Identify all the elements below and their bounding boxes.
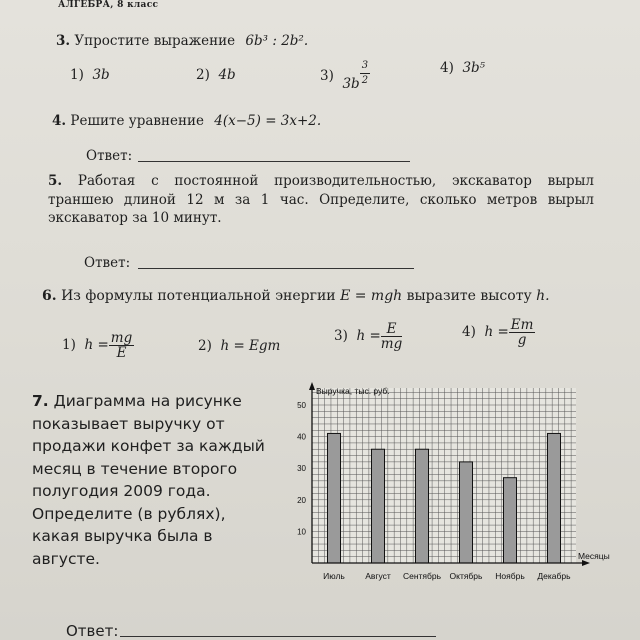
q6-formula: E = mgh [340,288,403,304]
q4-expr: 4(x−5) = 3x+2. [214,113,322,129]
q4-text: Решите уравнение [70,113,204,129]
chart-x-tick-label: Октябрь [449,571,483,581]
q3-option-3: 3) 3b $\frac{3}{2}$ [320,60,369,92]
q6-text2: выразите высоту [406,288,532,304]
q3-option-2: 2) 4b [196,67,236,83]
chart-plot-area [312,388,576,563]
chart-bar [504,478,517,563]
chart-y-axis-label: Выручка, тыс. руб. [316,386,390,396]
q6-var: h. [536,288,550,304]
chart-bar [548,433,561,563]
chart-y-tick-label: 30 [297,464,306,474]
q3-expr: 6b³ : 2b². [245,33,309,49]
chart-x-tick-label: Август [365,571,391,581]
q6-number: 6. [42,288,57,304]
q7-text: Диаграмма на рисунке показывает выручку от продажи конфет за каждый месяц в течение второго полугодия 2009 года. Определите (в рублях), какая выручка была в августе. [32,392,265,568]
q7-answer-field[interactable] [120,636,436,637]
page-header: АЛГЕБРА, 8 класс [58,0,159,10]
chart-y-tick-label: 10 [297,527,306,537]
chart-bar [372,449,385,563]
q7-number: 7. [32,392,49,410]
q5-answer-label: Ответ: [84,255,131,271]
q4-answer-label: Ответ: [86,148,133,164]
chart-y-tick-label: 40 [297,432,306,442]
q7-answer-label: Ответ: [66,622,119,640]
chart-bar [460,462,473,563]
q6-option-2: 2) h = Egm [198,338,281,354]
chart-x-tick-label: Декабрь [537,571,571,581]
q3-text: Упростите выражение [74,33,236,49]
q6-option-1: 1) h = $\frac{mg}{E}$ [62,330,133,361]
q6-option-3: 3) h = $\frac{E}{mg}$ [334,321,403,352]
q6-option-4: 4) h = $\frac{Em}{g}$ [462,317,534,348]
chart-y-axis-arrow [309,382,315,390]
q3-option-4: 4) 3b⁵ [440,60,486,76]
chart-x-tick-label: Ноябрь [495,571,525,581]
chart-y-tick-label: 20 [297,495,306,505]
chart-bar [328,433,341,563]
q5-text: Работая с постоянной производительностью, экскаватор вырыл траншею длиной 12 м за 1 час. Определите, сколько метров вырыл экскаватор за 10 минут. [48,173,594,226]
q5-number: 5. [48,173,63,189]
chart-x-axis-label: Месяцы [578,551,610,561]
chart-x-tick-label: Сентябрь [402,571,442,581]
chart-bar [416,449,429,563]
q6-text: Из формулы потенциальной энергии [61,288,336,304]
q4-number: 4. [52,113,67,129]
q3-number: 3. [56,33,71,49]
q3-option-1: 1) 3b [70,67,110,83]
chart-x-tick-label: Июль [323,571,345,581]
chart-y-tick-label: 50 [297,401,306,410]
